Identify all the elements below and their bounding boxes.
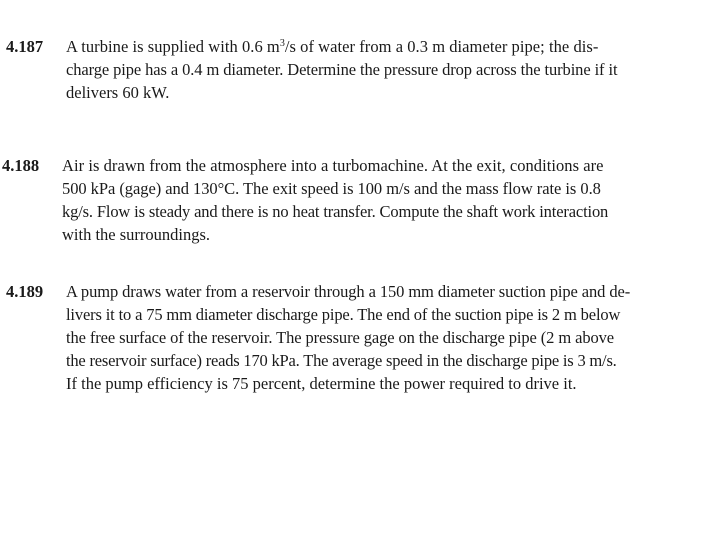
problem-number: 4.187 xyxy=(6,37,44,56)
problem-number: 4.189 xyxy=(6,282,44,301)
problem-text-line: livers it to a 75 mm diameter discharge pipe. The end of the suction pipe is 2 m below xyxy=(66,305,621,324)
problem-text-line: with the surroundings. xyxy=(62,225,211,244)
problem-text-line: kg/s. Flow is steady and there is no heat transfer. Compute the shaft work interaction xyxy=(62,202,609,221)
problem-text-line: A pump draws water from a reservoir through a 150 mm diameter suction pipe and de- xyxy=(66,282,631,301)
problem-text-line: delivers 60 kW. xyxy=(66,83,170,102)
problem-text-line: If the pump efficiency is 75 percent, determine the power required to drive it. xyxy=(66,374,577,393)
problem-text-line: A turbine is supplied with 0.6 $m^3/s$ of water from a 0.3 m diameter pipe; the dis- xyxy=(66,37,599,56)
problem-text-line: the free surface of the reservoir. The pressure gage on the discharge pipe (2 m above xyxy=(66,328,614,347)
problem-text-line: the reservoir surface) reads 170 kPa. The average speed in the discharge pipe is 3 m/s. xyxy=(66,351,617,370)
superscript: 3 xyxy=(279,38,285,49)
problem-text-line: charge pipe has a 0.4 m diameter. Determine the pressure drop across the turbine if it xyxy=(66,60,618,79)
problem-text-line: 500 kPa (gage) and 130°C. The exit speed is 100 m/s and the mass flow rate is 0.8 xyxy=(62,179,601,198)
problem-number: 4.188 xyxy=(2,156,40,175)
problem-text-line: Air is drawn from the atmosphere into a turbomachine. At the exit, conditions are xyxy=(62,156,604,175)
